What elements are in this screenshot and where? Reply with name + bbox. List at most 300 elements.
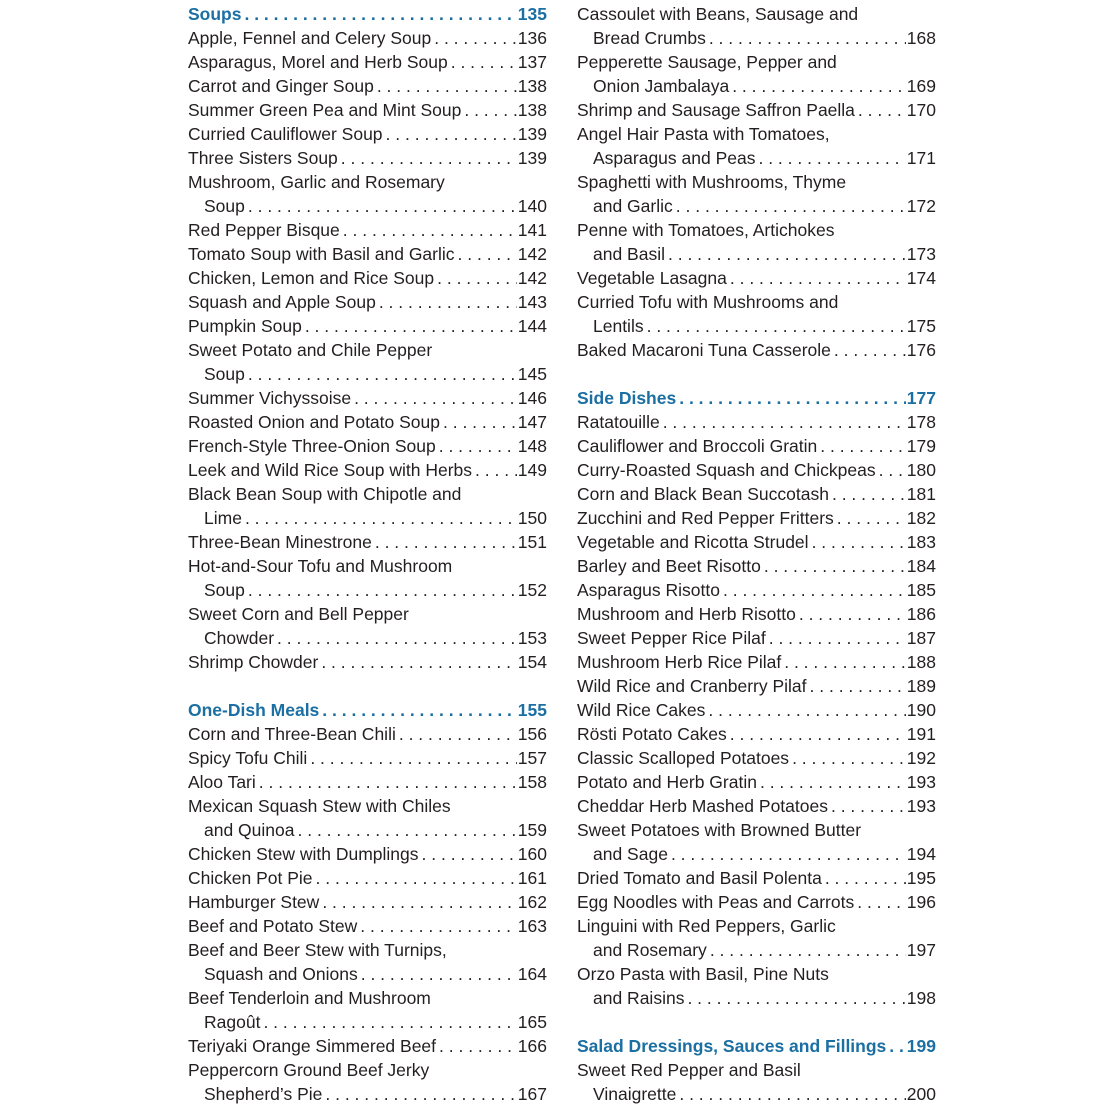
entry-page-number: 189 xyxy=(906,676,936,696)
entry-page-number: 144 xyxy=(517,316,547,336)
toc-entry xyxy=(577,458,936,482)
entry-page-number: 143 xyxy=(517,292,547,312)
dot-leader xyxy=(799,602,906,626)
dot-leader xyxy=(451,50,517,74)
dot-leader xyxy=(458,242,517,266)
dot-leader xyxy=(676,194,906,218)
dot-leader xyxy=(322,890,516,914)
entry-title: Onion Jambalaya xyxy=(593,76,730,96)
dot-leader xyxy=(679,1082,905,1106)
dot-leader xyxy=(668,242,906,266)
entry-page-number: 154 xyxy=(517,652,547,672)
entry-page-number: 158 xyxy=(517,772,547,792)
entry-title: French-Style Three-Onion Soup xyxy=(188,436,436,456)
entry-page-number: 193 xyxy=(906,772,936,792)
entry-title: Beef and Potato Stew xyxy=(188,916,358,936)
entry-title: Classic Scalloped Potatoes xyxy=(577,748,790,768)
toc-entry xyxy=(188,290,547,314)
toc-entry xyxy=(188,890,547,914)
toc-entry xyxy=(577,722,936,746)
toc-entry-line xyxy=(188,938,547,962)
entry-title: Asparagus Risotto xyxy=(577,580,720,600)
dot-leader xyxy=(325,1082,516,1106)
entry-page-number: 187 xyxy=(906,628,936,648)
dot-leader xyxy=(687,986,905,1010)
entry-title: Corn and Three-Bean Chili xyxy=(188,724,396,744)
toc-entry xyxy=(188,722,547,746)
dot-leader xyxy=(377,74,517,98)
section-title: One-Dish Meals xyxy=(188,700,320,720)
toc-entry xyxy=(188,1010,547,1034)
section-heading xyxy=(577,386,936,410)
dot-leader xyxy=(663,410,906,434)
toc-entry xyxy=(577,938,936,962)
toc-entry xyxy=(188,746,547,770)
toc-entry xyxy=(577,842,936,866)
dot-leader xyxy=(321,650,516,674)
entry-page-number: 139 xyxy=(517,124,547,144)
toc-entry xyxy=(188,26,547,50)
entry-title: Roasted Onion and Potato Soup xyxy=(188,412,440,432)
dot-leader xyxy=(758,146,905,170)
dot-leader xyxy=(298,818,517,842)
entry-page-number: 169 xyxy=(906,76,936,96)
dot-leader xyxy=(316,866,517,890)
entry-title: Sweet Corn and Bell Pepper xyxy=(188,604,409,624)
toc-entry xyxy=(577,482,936,506)
dot-leader xyxy=(386,122,517,146)
entry-page-number: 196 xyxy=(906,892,936,912)
entry-title: Rösti Potato Cakes xyxy=(577,724,727,744)
toc-entry xyxy=(188,434,547,458)
dot-leader xyxy=(475,458,517,482)
entry-page-number: 139 xyxy=(517,148,547,168)
toc-entry-line xyxy=(577,122,936,146)
entry-page-number: 142 xyxy=(517,268,547,288)
entry-title: Mexican Squash Stew with Chiles xyxy=(188,796,451,816)
dot-leader xyxy=(244,2,516,26)
dot-leader xyxy=(792,746,906,770)
dot-leader xyxy=(769,626,906,650)
dot-leader xyxy=(710,938,906,962)
toc-entry-line xyxy=(577,218,936,242)
entry-title: Curried Tofu with Mushrooms and xyxy=(577,292,839,312)
dot-leader xyxy=(245,506,517,530)
entry-page-number: 200 xyxy=(906,1084,936,1104)
entry-page-number: 198 xyxy=(906,988,936,1008)
dot-leader xyxy=(464,98,516,122)
toc-entry xyxy=(188,842,547,866)
entry-title: and Garlic xyxy=(593,196,673,216)
toc-entry xyxy=(577,26,936,50)
toc-entry-line xyxy=(577,2,936,26)
entry-page-number: 165 xyxy=(517,1012,547,1032)
entry-title: Curry-Roasted Squash and Chickpeas xyxy=(577,460,876,480)
dot-leader xyxy=(439,434,517,458)
section-title: Salad Dressings, Sauces and Fillings xyxy=(577,1036,887,1056)
entry-page-number: 195 xyxy=(906,868,936,888)
toc-entry-line xyxy=(188,1058,547,1082)
entry-title: Shrimp and Sausage Saffron Paella xyxy=(577,100,855,120)
toc-entry-line xyxy=(188,794,547,818)
toc-entry xyxy=(188,458,547,482)
toc-entry xyxy=(577,698,936,722)
dot-leader xyxy=(834,338,906,362)
entry-title: Squash and Apple Soup xyxy=(188,292,376,312)
toc-entry xyxy=(577,794,936,818)
toc-entry xyxy=(577,338,936,362)
toc-entry xyxy=(577,746,936,770)
entry-page-number: 192 xyxy=(906,748,936,768)
dot-leader xyxy=(248,578,517,602)
entry-title: Ratatouille xyxy=(577,412,660,432)
entry-page-number: 151 xyxy=(517,532,547,552)
entry-title: Sweet Potatoes with Browned Butter xyxy=(577,820,862,840)
entry-title: Zucchini and Red Pepper Fritters xyxy=(577,508,834,528)
toc-column-left xyxy=(188,2,547,1106)
entry-title: Linguini with Red Peppers, Garlic xyxy=(577,916,836,936)
toc-entry xyxy=(188,914,547,938)
toc-entry xyxy=(188,866,547,890)
entry-page-number: 136 xyxy=(517,28,547,48)
toc-entry xyxy=(188,194,547,218)
table-of-contents xyxy=(0,2,1112,1112)
entry-title: Lentils xyxy=(593,316,644,336)
entry-page-number: 159 xyxy=(517,820,547,840)
dot-leader xyxy=(732,74,906,98)
toc-entry xyxy=(188,218,547,242)
entry-title: Chicken Stew with Dumplings xyxy=(188,844,419,864)
dot-leader xyxy=(375,530,517,554)
entry-title: Summer Green Pea and Mint Soup xyxy=(188,100,462,120)
toc-entry xyxy=(577,866,936,890)
entry-title: Black Bean Soup with Chipotle and xyxy=(188,484,462,504)
toc-entry xyxy=(188,146,547,170)
entry-page-number: 183 xyxy=(906,532,936,552)
entry-page-number: 194 xyxy=(906,844,936,864)
entry-page-number: 191 xyxy=(906,724,936,744)
toc-entry-line xyxy=(188,482,547,506)
section-title: Soups xyxy=(188,4,242,24)
entry-page-number: 182 xyxy=(906,508,936,528)
toc-entry-line xyxy=(188,602,547,626)
entry-title: Vegetable and Ricotta Strudel xyxy=(577,532,809,552)
toc-entry-line xyxy=(577,1058,936,1082)
entry-title: Spicy Tofu Chili xyxy=(188,748,308,768)
entry-title: Beef and Beer Stew with Turnips, xyxy=(188,940,447,960)
entry-page-number: 175 xyxy=(906,316,936,336)
entry-title: Sweet Potato and Chile Pepper xyxy=(188,340,433,360)
entry-page-number: 174 xyxy=(906,268,936,288)
entry-title: Pepperette Sausage, Pepper and xyxy=(577,52,837,72)
dot-leader xyxy=(764,554,906,578)
entry-title: Squash and Onions xyxy=(204,964,358,984)
entry-page-number: 185 xyxy=(906,580,936,600)
entry-title: Summer Vichyssoise xyxy=(188,388,352,408)
entry-page-number: 140 xyxy=(517,196,547,216)
toc-entry xyxy=(188,242,547,266)
section-spacer xyxy=(188,674,547,698)
entry-title: Egg Noodles with Peas and Carrots xyxy=(577,892,855,912)
entry-title: and Sage xyxy=(593,844,668,864)
entry-title: Asparagus, Morel and Herb Soup xyxy=(188,52,448,72)
entry-title: Cassoulet with Beans, Sausage and xyxy=(577,4,859,24)
entry-title: Shepherd’s Pie xyxy=(204,1084,323,1104)
toc-entry xyxy=(577,74,936,98)
entry-title: Baked Macaroni Tuna Casserole xyxy=(577,340,831,360)
toc-entry-line xyxy=(188,554,547,578)
toc-entry xyxy=(188,1034,547,1058)
dot-leader xyxy=(422,842,517,866)
dot-leader xyxy=(354,386,517,410)
toc-entry xyxy=(577,1082,936,1106)
dot-leader xyxy=(343,218,517,242)
toc-entry xyxy=(577,602,936,626)
toc-entry xyxy=(188,818,547,842)
dot-leader xyxy=(831,794,906,818)
section-page-number: 177 xyxy=(906,388,936,408)
dot-leader xyxy=(259,770,517,794)
entry-page-number: 197 xyxy=(906,940,936,960)
entry-title: Sweet Pepper Rice Pilaf xyxy=(577,628,766,648)
entry-page-number: 172 xyxy=(906,196,936,216)
entry-page-number: 179 xyxy=(906,436,936,456)
dot-leader xyxy=(820,434,906,458)
entry-page-number: 181 xyxy=(906,484,936,504)
entry-page-number: 147 xyxy=(517,412,547,432)
dot-leader xyxy=(812,530,906,554)
dot-leader xyxy=(443,410,517,434)
entry-page-number: 170 xyxy=(906,100,936,120)
entry-title: Apple, Fennel and Celery Soup xyxy=(188,28,432,48)
entry-title: Vegetable Lasagna xyxy=(577,268,727,288)
entry-title: Sweet Red Pepper and Basil xyxy=(577,1060,801,1080)
dot-leader xyxy=(879,458,906,482)
entry-title: Cheddar Herb Mashed Potatoes xyxy=(577,796,828,816)
toc-entry-line xyxy=(577,914,936,938)
toc-entry xyxy=(577,242,936,266)
toc-entry xyxy=(577,146,936,170)
entry-page-number: 190 xyxy=(906,700,936,720)
toc-entry-line xyxy=(188,338,547,362)
toc-entry xyxy=(188,770,547,794)
entry-title: Vinaigrette xyxy=(593,1084,677,1104)
entry-page-number: 168 xyxy=(906,28,936,48)
entry-title: Mushroom, Garlic and Rosemary xyxy=(188,172,445,192)
entry-title: Hamburger Stew xyxy=(188,892,320,912)
dot-leader xyxy=(305,314,517,338)
entry-title: Penne with Tomatoes, Artichokes xyxy=(577,220,835,240)
dot-leader xyxy=(322,698,517,722)
dot-leader xyxy=(889,1034,906,1058)
dot-leader xyxy=(647,314,906,338)
entry-title: Pumpkin Soup xyxy=(188,316,302,336)
toc-entry xyxy=(188,1082,547,1106)
entry-page-number: 138 xyxy=(517,100,547,120)
entry-title: Barley and Beet Risotto xyxy=(577,556,761,576)
toc-column-right xyxy=(577,2,936,1106)
section-title: Side Dishes xyxy=(577,388,677,408)
dot-leader xyxy=(434,26,517,50)
entry-title: and Quinoa xyxy=(204,820,295,840)
entry-title: and Rosemary xyxy=(593,940,707,960)
toc-entry-line xyxy=(577,50,936,74)
dot-leader xyxy=(248,194,517,218)
section-spacer xyxy=(577,362,936,386)
entry-page-number: 157 xyxy=(517,748,547,768)
dot-leader xyxy=(837,506,906,530)
section-page-number: 135 xyxy=(517,4,547,24)
toc-entry xyxy=(577,770,936,794)
toc-entry-line xyxy=(577,290,936,314)
toc-entry xyxy=(188,530,547,554)
dot-leader xyxy=(310,746,516,770)
entry-title: Peppercorn Ground Beef Jerky xyxy=(188,1060,430,1080)
entry-title: Mushroom Herb Rice Pilaf xyxy=(577,652,782,672)
toc-entry xyxy=(577,98,936,122)
entry-title: Ragoût xyxy=(204,1012,261,1032)
entry-title: Hot-and-Sour Tofu and Mushroom xyxy=(188,556,453,576)
toc-entry xyxy=(188,962,547,986)
toc-entry xyxy=(577,506,936,530)
toc-entry xyxy=(577,986,936,1010)
entry-title: and Raisins xyxy=(593,988,685,1008)
entry-page-number: 141 xyxy=(517,220,547,240)
toc-entry xyxy=(577,314,936,338)
entry-page-number: 184 xyxy=(906,556,936,576)
section-heading xyxy=(188,698,547,722)
entry-title: Red Pepper Bisque xyxy=(188,220,340,240)
entry-title: Cauliflower and Broccoli Gratin xyxy=(577,436,818,456)
dot-leader xyxy=(341,146,517,170)
dot-leader xyxy=(730,722,906,746)
entry-title: Curried Cauliflower Soup xyxy=(188,124,383,144)
entry-title: Soup xyxy=(204,196,245,216)
toc-entry xyxy=(188,314,547,338)
entry-page-number: 150 xyxy=(517,508,547,528)
section-spacer xyxy=(577,1010,936,1034)
entry-title: Chowder xyxy=(204,628,275,648)
entry-title: and Basil xyxy=(593,244,665,264)
entry-title: Potato and Herb Gratin xyxy=(577,772,757,792)
toc-entry xyxy=(577,674,936,698)
toc-entry xyxy=(577,434,936,458)
toc-entry xyxy=(188,650,547,674)
entry-title: Chicken, Lemon and Rice Soup xyxy=(188,268,435,288)
toc-entry-line xyxy=(577,818,936,842)
entry-page-number: 142 xyxy=(517,244,547,264)
entry-page-number: 160 xyxy=(517,844,547,864)
entry-page-number: 146 xyxy=(517,388,547,408)
dot-leader xyxy=(723,578,906,602)
entry-page-number: 164 xyxy=(517,964,547,984)
dot-leader xyxy=(671,842,906,866)
dot-leader xyxy=(708,698,905,722)
dot-leader xyxy=(437,266,517,290)
toc-entry xyxy=(188,50,547,74)
entry-title: Shrimp Chowder xyxy=(188,652,319,672)
entry-title: Angel Hair Pasta with Tomatoes, xyxy=(577,124,830,144)
toc-entry xyxy=(577,410,936,434)
dot-leader xyxy=(360,914,517,938)
entry-title: Spaghetti with Mushrooms, Thyme xyxy=(577,172,847,192)
entry-title: Bread Crumbs xyxy=(593,28,706,48)
toc-entry xyxy=(188,74,547,98)
entry-page-number: 188 xyxy=(906,652,936,672)
dot-leader xyxy=(248,362,517,386)
entry-page-number: 153 xyxy=(517,628,547,648)
entry-page-number: 148 xyxy=(517,436,547,456)
dot-leader xyxy=(379,290,517,314)
toc-entry-line xyxy=(188,170,547,194)
entry-title: Mushroom and Herb Risotto xyxy=(577,604,796,624)
toc-entry xyxy=(577,578,936,602)
toc-entry xyxy=(577,530,936,554)
entry-title: Beef Tenderloin and Mushroom xyxy=(188,988,431,1008)
entry-page-number: 186 xyxy=(906,604,936,624)
dot-leader xyxy=(361,962,517,986)
entry-title: Wild Rice and Cranberry Pilaf xyxy=(577,676,807,696)
dot-leader xyxy=(709,26,906,50)
entry-title: Asparagus and Peas xyxy=(593,148,756,168)
entry-title: Dried Tomato and Basil Polenta xyxy=(577,868,822,888)
entry-page-number: 145 xyxy=(517,364,547,384)
toc-entry xyxy=(188,410,547,434)
entry-page-number: 167 xyxy=(517,1084,547,1104)
entry-page-number: 173 xyxy=(906,244,936,264)
dot-leader xyxy=(730,266,906,290)
toc-entry xyxy=(188,506,547,530)
entry-title: Soup xyxy=(204,580,245,600)
entry-page-number: 156 xyxy=(517,724,547,744)
entry-title: Lime xyxy=(204,508,242,528)
toc-entry xyxy=(188,386,547,410)
toc-entry-line xyxy=(188,986,547,1010)
toc-entry xyxy=(577,194,936,218)
toc-entry xyxy=(577,266,936,290)
toc-entry-line xyxy=(577,170,936,194)
entry-title: Tomato Soup with Basil and Garlic xyxy=(188,244,455,264)
dot-leader xyxy=(760,770,906,794)
entry-page-number: 163 xyxy=(517,916,547,936)
dot-leader xyxy=(679,386,906,410)
section-heading xyxy=(577,1034,936,1058)
entry-title: Three-Bean Minestrone xyxy=(188,532,372,552)
entry-page-number: 178 xyxy=(906,412,936,432)
entry-page-number: 138 xyxy=(517,76,547,96)
toc-entry xyxy=(188,626,547,650)
section-page-number: 199 xyxy=(906,1036,936,1056)
toc-entry xyxy=(577,554,936,578)
entry-title: Carrot and Ginger Soup xyxy=(188,76,374,96)
entry-title: Teriyaki Orange Simmered Beef xyxy=(188,1036,437,1056)
entry-title: Corn and Black Bean Succotash xyxy=(577,484,829,504)
toc-entry xyxy=(188,578,547,602)
entry-title: Soup xyxy=(204,364,245,384)
section-heading xyxy=(188,2,547,26)
toc-entry xyxy=(188,362,547,386)
entry-title: Chicken Pot Pie xyxy=(188,868,313,888)
toc-entry xyxy=(188,98,547,122)
entry-title: Leek and Wild Rice Soup with Herbs xyxy=(188,460,473,480)
section-page-number: 155 xyxy=(517,700,547,720)
entry-title: Three Sisters Soup xyxy=(188,148,338,168)
dot-leader xyxy=(810,674,906,698)
dot-leader xyxy=(784,650,906,674)
entry-page-number: 180 xyxy=(906,460,936,480)
entry-page-number: 171 xyxy=(906,148,936,168)
dot-leader xyxy=(858,98,906,122)
